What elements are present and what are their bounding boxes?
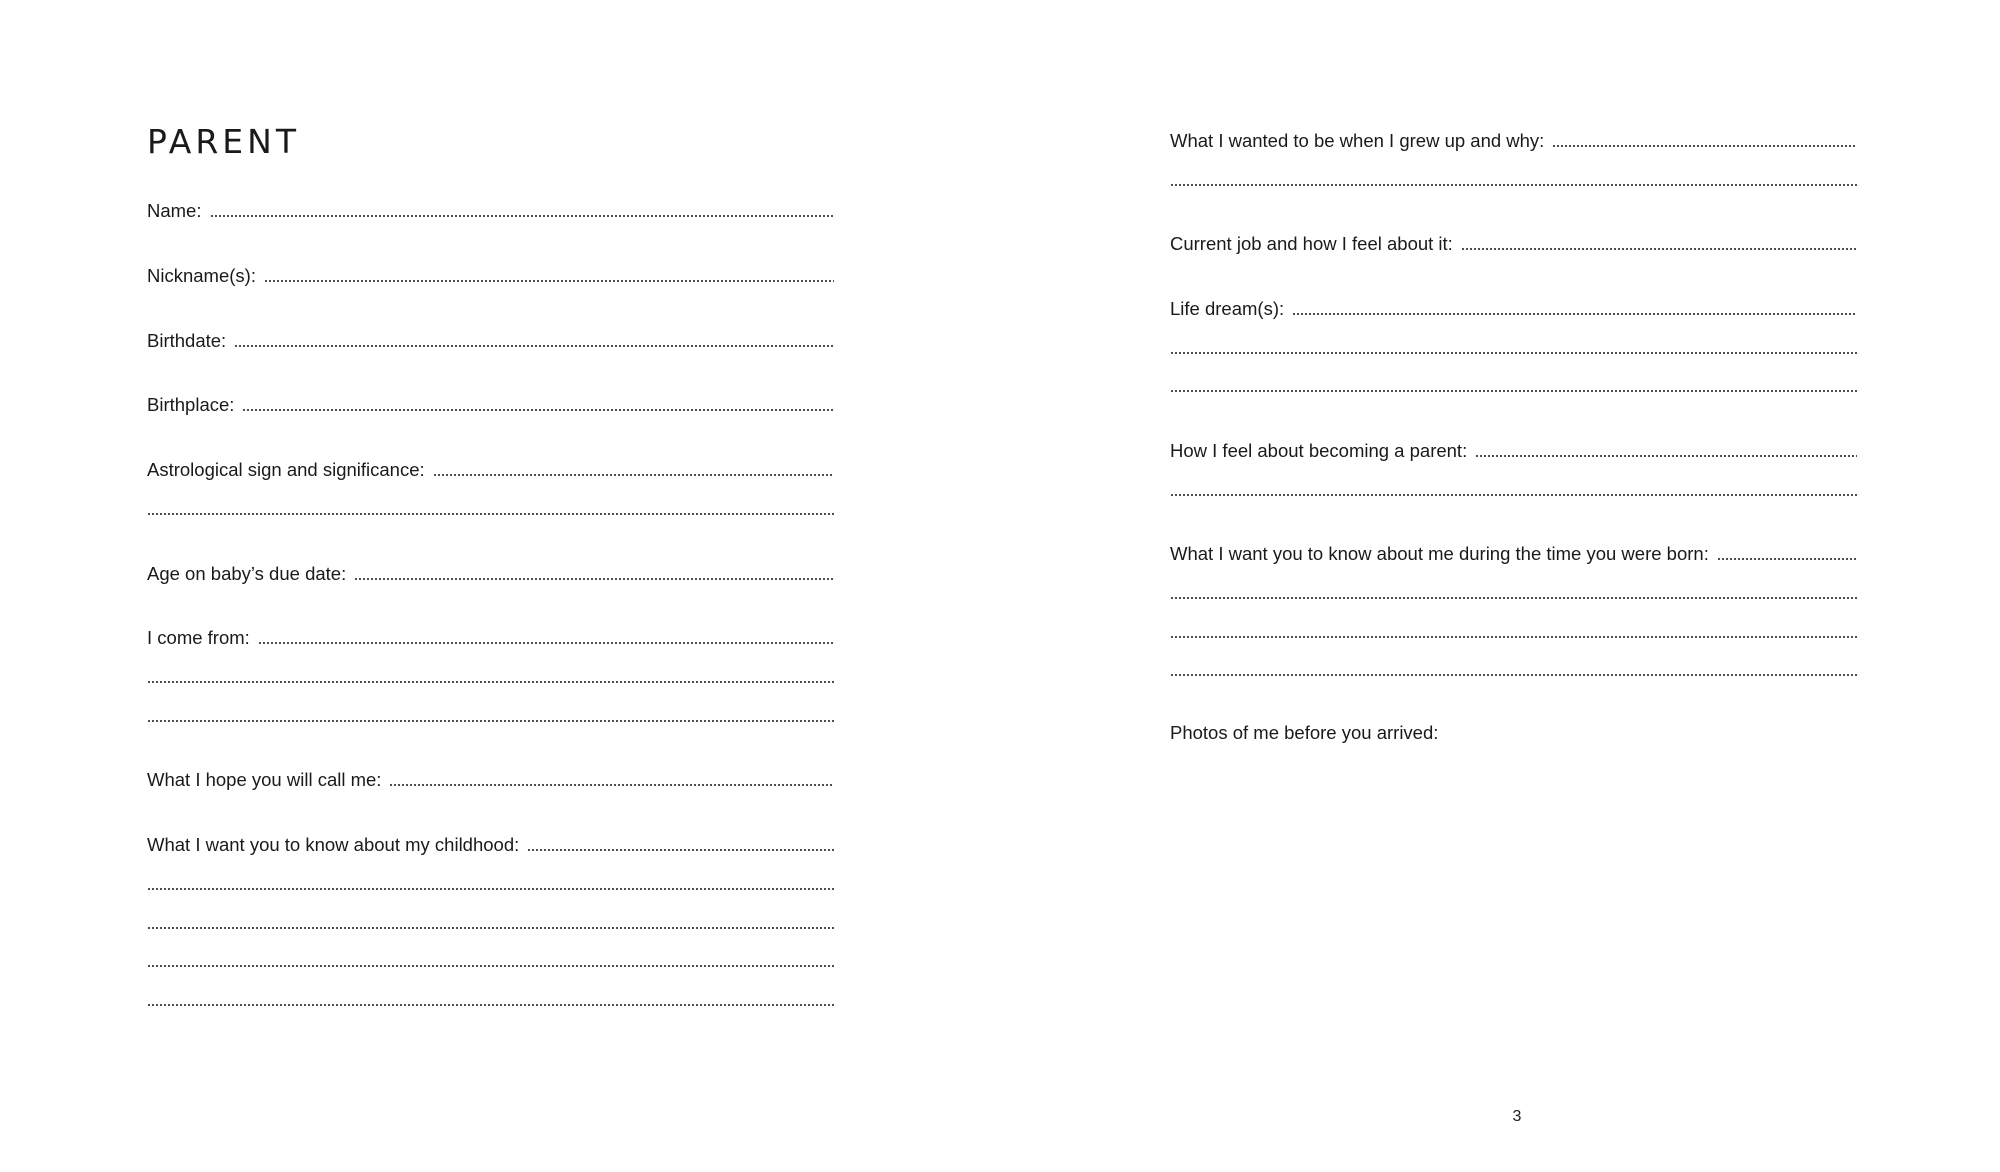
name-input-line[interactable] xyxy=(210,214,835,218)
nickname-field-row xyxy=(147,263,834,289)
birthplace-field-row xyxy=(147,392,834,418)
come-from-input-line-3[interactable] xyxy=(147,719,834,723)
page-title: PARENT xyxy=(147,122,300,161)
childhood-label: What I want you to know about my childhood: xyxy=(147,834,520,855)
nickname-label: Nickname(s): xyxy=(147,265,256,286)
becoming-parent-input-line[interactable] xyxy=(1475,454,1857,458)
becoming-parent-input-line-2[interactable] xyxy=(1170,493,1857,497)
astrological-label: Astrological sign and significance: xyxy=(147,459,425,480)
come-from-continuation-row xyxy=(147,703,834,729)
call-me-input-line[interactable] xyxy=(389,783,834,787)
current-job-input-line[interactable] xyxy=(1461,247,1857,251)
life-dreams-continuation-row xyxy=(1170,335,1857,361)
photos-label: Photos of me before you arrived: xyxy=(1170,722,1439,743)
photos-field-row xyxy=(1170,720,1857,746)
time-born-input-line[interactable] xyxy=(1717,557,1857,561)
astrological-continuation-row xyxy=(147,496,834,522)
wanted-to-be-field-row xyxy=(1170,128,1857,154)
come-from-field-row xyxy=(147,625,834,651)
birthdate-label: Birthdate: xyxy=(147,330,227,351)
childhood-continuation-row xyxy=(147,871,834,897)
age-due-date-input-line[interactable] xyxy=(354,577,834,581)
age-due-date-field-row xyxy=(147,561,834,587)
childhood-continuation-row xyxy=(147,910,834,936)
childhood-input-line-3[interactable] xyxy=(147,926,834,930)
life-dreams-input-line-2[interactable] xyxy=(1170,351,1857,355)
astrological-input-line[interactable] xyxy=(433,473,834,477)
birthplace-input-line[interactable] xyxy=(242,408,834,412)
wanted-to-be-continuation-row xyxy=(1170,167,1857,193)
time-born-label: What I want you to know about me during the time you were born: xyxy=(1170,543,1709,564)
come-from-label: I come from: xyxy=(147,627,250,648)
childhood-input-line[interactable] xyxy=(527,848,834,852)
name-label: Name: xyxy=(147,200,202,221)
time-born-continuation-row xyxy=(1170,580,1857,606)
wanted-to-be-label: What I wanted to be when I grew up and why: xyxy=(1170,130,1545,151)
time-born-input-line-2[interactable] xyxy=(1170,596,1857,600)
childhood-continuation-row xyxy=(147,948,834,974)
time-born-field-row xyxy=(1170,541,1857,567)
childhood-continuation-row xyxy=(147,987,834,1013)
life-dreams-label: Life dream(s): xyxy=(1170,298,1285,319)
becoming-parent-continuation-row xyxy=(1170,477,1857,503)
nickname-input-line[interactable] xyxy=(264,279,834,283)
life-dreams-input-line[interactable] xyxy=(1292,312,1857,316)
birthdate-field-row xyxy=(147,328,834,354)
time-born-continuation-row xyxy=(1170,657,1857,683)
current-job-field-row xyxy=(1170,231,1857,257)
childhood-input-line-4[interactable] xyxy=(147,964,834,968)
astrological-input-line-2[interactable] xyxy=(147,512,834,516)
come-from-input-line-2[interactable] xyxy=(147,680,834,684)
call-me-label: What I hope you will call me: xyxy=(147,769,382,790)
becoming-parent-label: How I feel about becoming a parent: xyxy=(1170,440,1468,461)
time-born-continuation-row xyxy=(1170,619,1857,645)
childhood-field-row xyxy=(147,832,834,858)
life-dreams-input-line-3[interactable] xyxy=(1170,389,1857,393)
life-dreams-field-row xyxy=(1170,296,1857,322)
astrological-field-row xyxy=(147,457,834,483)
call-me-field-row xyxy=(147,767,834,793)
come-from-continuation-row xyxy=(147,664,834,690)
life-dreams-continuation-row xyxy=(1170,373,1857,399)
come-from-input-line[interactable] xyxy=(258,641,834,645)
childhood-input-line-5[interactable] xyxy=(147,1003,834,1007)
time-born-input-line-4[interactable] xyxy=(1170,673,1857,677)
current-job-label: Current job and how I feel about it: xyxy=(1170,233,1453,254)
birthdate-input-line[interactable] xyxy=(234,344,834,348)
time-born-input-line-3[interactable] xyxy=(1170,635,1857,639)
name-field-row xyxy=(147,198,834,224)
age-due-date-label: Age on baby’s due date: xyxy=(147,563,347,584)
wanted-to-be-input-line-2[interactable] xyxy=(1170,183,1857,187)
becoming-parent-field-row xyxy=(1170,438,1857,464)
page-number: 3 xyxy=(1512,1108,1522,1125)
wanted-to-be-input-line[interactable] xyxy=(1552,144,1857,148)
childhood-input-line-2[interactable] xyxy=(147,887,834,891)
birthplace-label: Birthplace: xyxy=(147,394,235,415)
